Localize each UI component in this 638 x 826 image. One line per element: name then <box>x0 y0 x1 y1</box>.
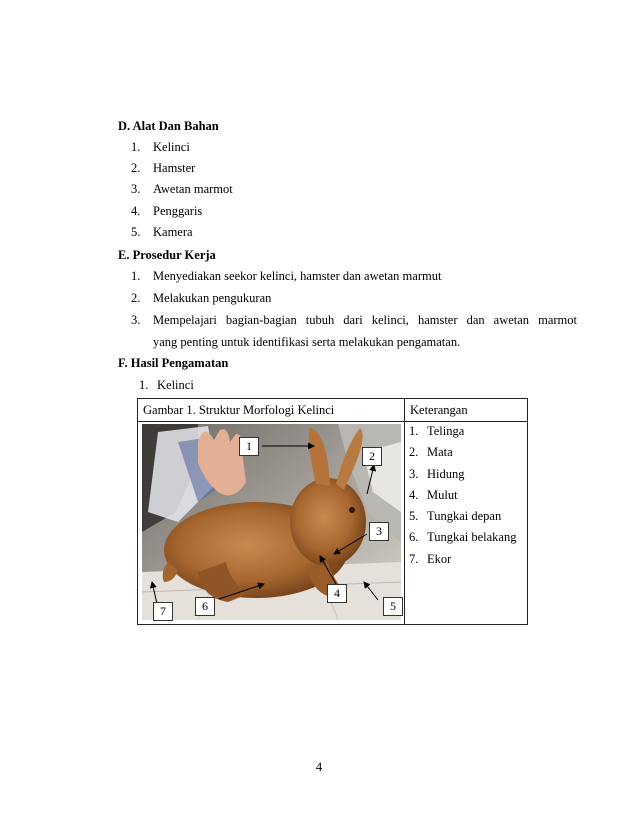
list-item: 1. Kelinci <box>139 378 194 392</box>
callout-label-1: 1 <box>239 437 259 456</box>
keterangan-item: 2. Mata <box>409 445 453 460</box>
callout-label-3: 3 <box>369 522 389 541</box>
keterangan-header: Keterangan <box>405 399 528 422</box>
page-number: 4 <box>315 760 323 774</box>
list-item: 3. Mempelajari bagian-bagian tubuh dari kelinci, hamster dan awetan marmot <box>131 313 577 327</box>
list-item-continuation: yang penting untuk identifikasi serta melakukan pengamatan. <box>153 335 461 349</box>
list-item: 4. Penggaris <box>131 204 203 218</box>
callout-label-2: 2 <box>362 447 382 466</box>
keterangan-item: 7. Ekor <box>409 551 452 566</box>
keterangan-list <box>405 422 528 625</box>
photo-cell <box>138 422 405 625</box>
list-item: 1. Menyediakan seekor kelinci, hamster dan awetan marmut <box>131 269 442 283</box>
list-item: 5. Kamera <box>131 225 193 239</box>
keterangan-item: 1. Telinga <box>409 424 465 438</box>
keterangan-item: 5. Tungkai depan <box>409 509 502 524</box>
section-d-heading: D. Alat Dan Bahan <box>118 119 219 133</box>
callout-label-4: 4 <box>327 584 347 603</box>
list-item: 2. Melakukan pengukuran <box>131 291 272 305</box>
callout-label-6: 6 <box>195 597 215 616</box>
list-item: 1. Kelinci <box>131 140 190 154</box>
callout-label-7: 7 <box>153 602 173 621</box>
section-f-heading: F. Hasil Pengamatan <box>118 356 229 370</box>
list-item: 2. Hamster <box>131 161 196 175</box>
callout-label-5: 5 <box>383 597 403 616</box>
keterangan-item: 3. Hidung <box>409 466 465 481</box>
figure-table <box>137 398 528 625</box>
list-item: 3. Awetan marmot <box>131 182 233 196</box>
keterangan-item: 4. Mulut <box>409 487 458 502</box>
section-e-heading: E. Prosedur Kerja <box>118 248 216 262</box>
keterangan-item: 6. Tungkai belakang <box>409 530 517 545</box>
figure-caption: Gambar 1. Struktur Morfologi Kelinci <box>138 399 405 422</box>
